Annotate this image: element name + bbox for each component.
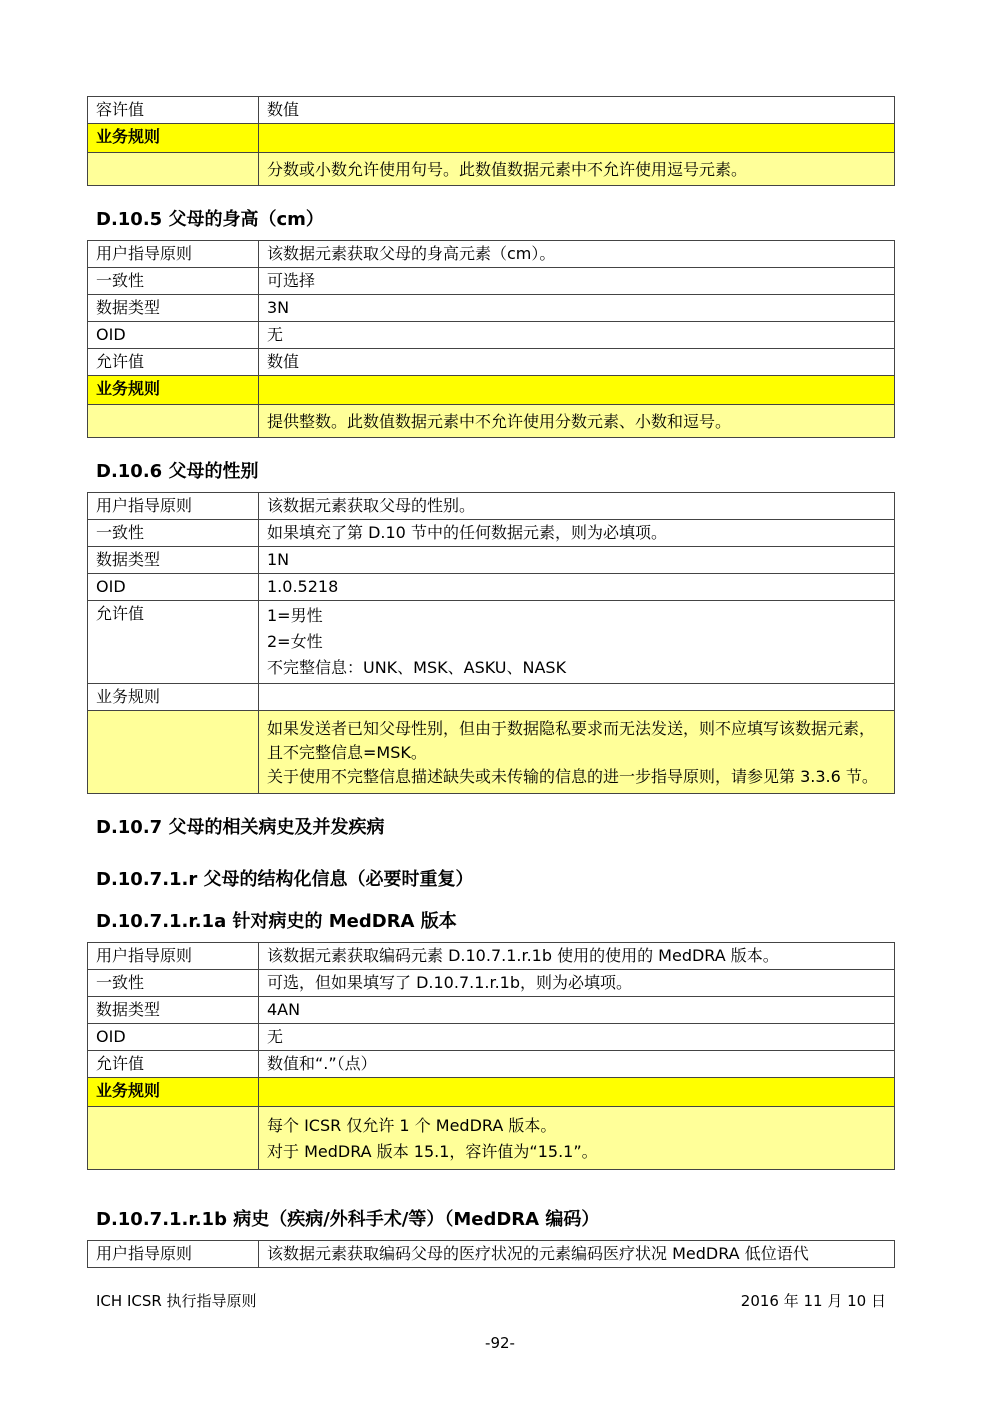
field-value: 该数据元素获取父母的身高元素（cm）。 — [259, 241, 895, 268]
field-value: 4AN — [259, 997, 895, 1024]
field-label: 一致性 — [88, 970, 259, 997]
field-value: 可选，但如果填写了 D.10.7.1.r.1b，则为必填项。 — [259, 970, 895, 997]
allowed-value-line: 1=男性 — [267, 606, 323, 625]
table-row — [88, 970, 895, 997]
table-row — [88, 268, 895, 295]
field-label: OID — [88, 1024, 259, 1051]
section-heading: D.10.5 父母的身高（cm） — [96, 209, 324, 230]
page-number: -92- — [485, 1334, 515, 1352]
table-row — [88, 241, 895, 268]
field-value: 该数据元素获取编码元素 D.10.7.1.r.1b 使用的使用的 MedDRA 版本。 — [259, 943, 895, 970]
table-row — [88, 1024, 895, 1051]
business-rule-label: 业务规则 — [88, 124, 259, 153]
business-rule-row — [88, 711, 895, 794]
table-d-10-7-1-r-1b — [87, 1240, 895, 1268]
field-label: OID — [88, 574, 259, 601]
field-value: 该数据元素获取编码父母的医疗状况的元素编码医疗状况 MedDRA 低位语代 — [259, 1241, 895, 1268]
field-value: 数值和“.”（点） — [259, 1051, 895, 1078]
table-row — [88, 322, 895, 349]
field-value: 数值 — [259, 349, 895, 376]
footer-date: 2016 年 11 月 10 日 — [740, 1292, 886, 1310]
section-heading: D.10.7.1.r 父母的结构化信息（必要时重复） — [96, 869, 474, 890]
allowed-value-line: 2=女性 — [267, 632, 323, 651]
business-rule-header-row — [88, 124, 895, 153]
field-value: 如果填充了第 D.10 节中的任何数据元素，则为必填项。 — [259, 520, 895, 547]
footer-doc-title: ICH ICSR 执行指导原则 — [96, 1292, 257, 1310]
business-rule-row — [88, 1107, 895, 1170]
business-rule-label: 业务规则 — [88, 1078, 259, 1107]
business-rule-line: 如果发送者已知父母性别，但由于数据隐私要求而无法发送，则不应填写该数据元素，且不完整信息=MSK。 — [267, 719, 876, 762]
business-rule-label: 业务规则 — [88, 376, 259, 405]
field-label: 一致性 — [88, 268, 259, 295]
business-rule-row — [88, 153, 895, 186]
business-rule-text: 提供整数。此数值数据元素中不允许使用分数元素、小数和逗号。 — [259, 405, 895, 438]
field-label: 数据类型 — [88, 997, 259, 1024]
field-value: 1N — [259, 547, 895, 574]
field-label: 允许值 — [88, 1051, 259, 1078]
table-row — [88, 1051, 895, 1078]
field-label: 容许值 — [88, 97, 259, 124]
field-label: 用户指导原则 — [88, 1241, 259, 1268]
field-value: 3N — [259, 295, 895, 322]
field-label: 数据类型 — [88, 295, 259, 322]
section-heading: D.10.7.1.r.1a 针对病史的 MedDRA 版本 — [96, 911, 457, 932]
section-heading: D.10.7.1.r.1b 病史（疾病/外科手术/等）（MedDRA 编码） — [96, 1209, 600, 1230]
business-rule-line: 关于使用不完整信息描述缺失或未传输的信息的进一步指导原则，请参见第 3.3.6 节。 — [267, 767, 878, 786]
business-rule-text: 分数或小数允许使用句号。此数值数据元素中不允许使用逗号元素。 — [259, 153, 895, 186]
document-body — [87, 96, 895, 1268]
field-label: 允许值 — [88, 349, 259, 376]
field-value: 无 — [259, 322, 895, 349]
table-row — [88, 943, 895, 970]
business-rule-text — [259, 711, 895, 794]
table-row — [88, 97, 895, 124]
business-rule-line: 对于 MedDRA 版本 15.1，容许值为“15.1”。 — [267, 1142, 598, 1161]
field-value: 可选择 — [259, 268, 895, 295]
business-rule-header-row — [88, 1078, 895, 1107]
field-label: OID — [88, 322, 259, 349]
table-row — [88, 997, 895, 1024]
field-label: 数据类型 — [88, 547, 259, 574]
allowed-value-line: 不完整信息：UNK、MSK、ASKU、NASK — [267, 658, 567, 677]
field-label: 用户指导原则 — [88, 943, 259, 970]
field-value: 无 — [259, 1024, 895, 1051]
business-rule-line: 每个 ICSR 仅允许 1 个 MedDRA 版本。 — [267, 1116, 557, 1135]
business-rule-text — [259, 1107, 895, 1170]
table-row — [88, 601, 895, 684]
table-continued — [87, 96, 895, 186]
business-rule-label: 业务规则 — [88, 684, 259, 711]
field-label: 用户指导原则 — [88, 493, 259, 520]
table-d-10-6 — [87, 492, 895, 794]
table-row — [88, 520, 895, 547]
field-label: 一致性 — [88, 520, 259, 547]
table-d-10-7-1-r-1a — [87, 942, 895, 1170]
table-row — [88, 349, 895, 376]
field-label: 用户指导原则 — [88, 241, 259, 268]
allowed-values — [259, 601, 895, 684]
business-rule-header-row — [88, 684, 895, 711]
table-row — [88, 547, 895, 574]
table-d-10-5 — [87, 240, 895, 438]
business-rule-header-row — [88, 376, 895, 405]
field-label: 允许值 — [88, 601, 259, 684]
table-row — [88, 574, 895, 601]
field-value: 1.0.5218 — [259, 574, 895, 601]
section-heading: D.10.6 父母的性别 — [96, 461, 259, 482]
table-row — [88, 493, 895, 520]
section-heading: D.10.7 父母的相关病史及并发疾病 — [96, 817, 385, 838]
business-rule-row — [88, 405, 895, 438]
table-row — [88, 295, 895, 322]
field-value: 该数据元素获取父母的性别。 — [259, 493, 895, 520]
table-row — [88, 1241, 895, 1268]
field-value: 数值 — [259, 97, 895, 124]
